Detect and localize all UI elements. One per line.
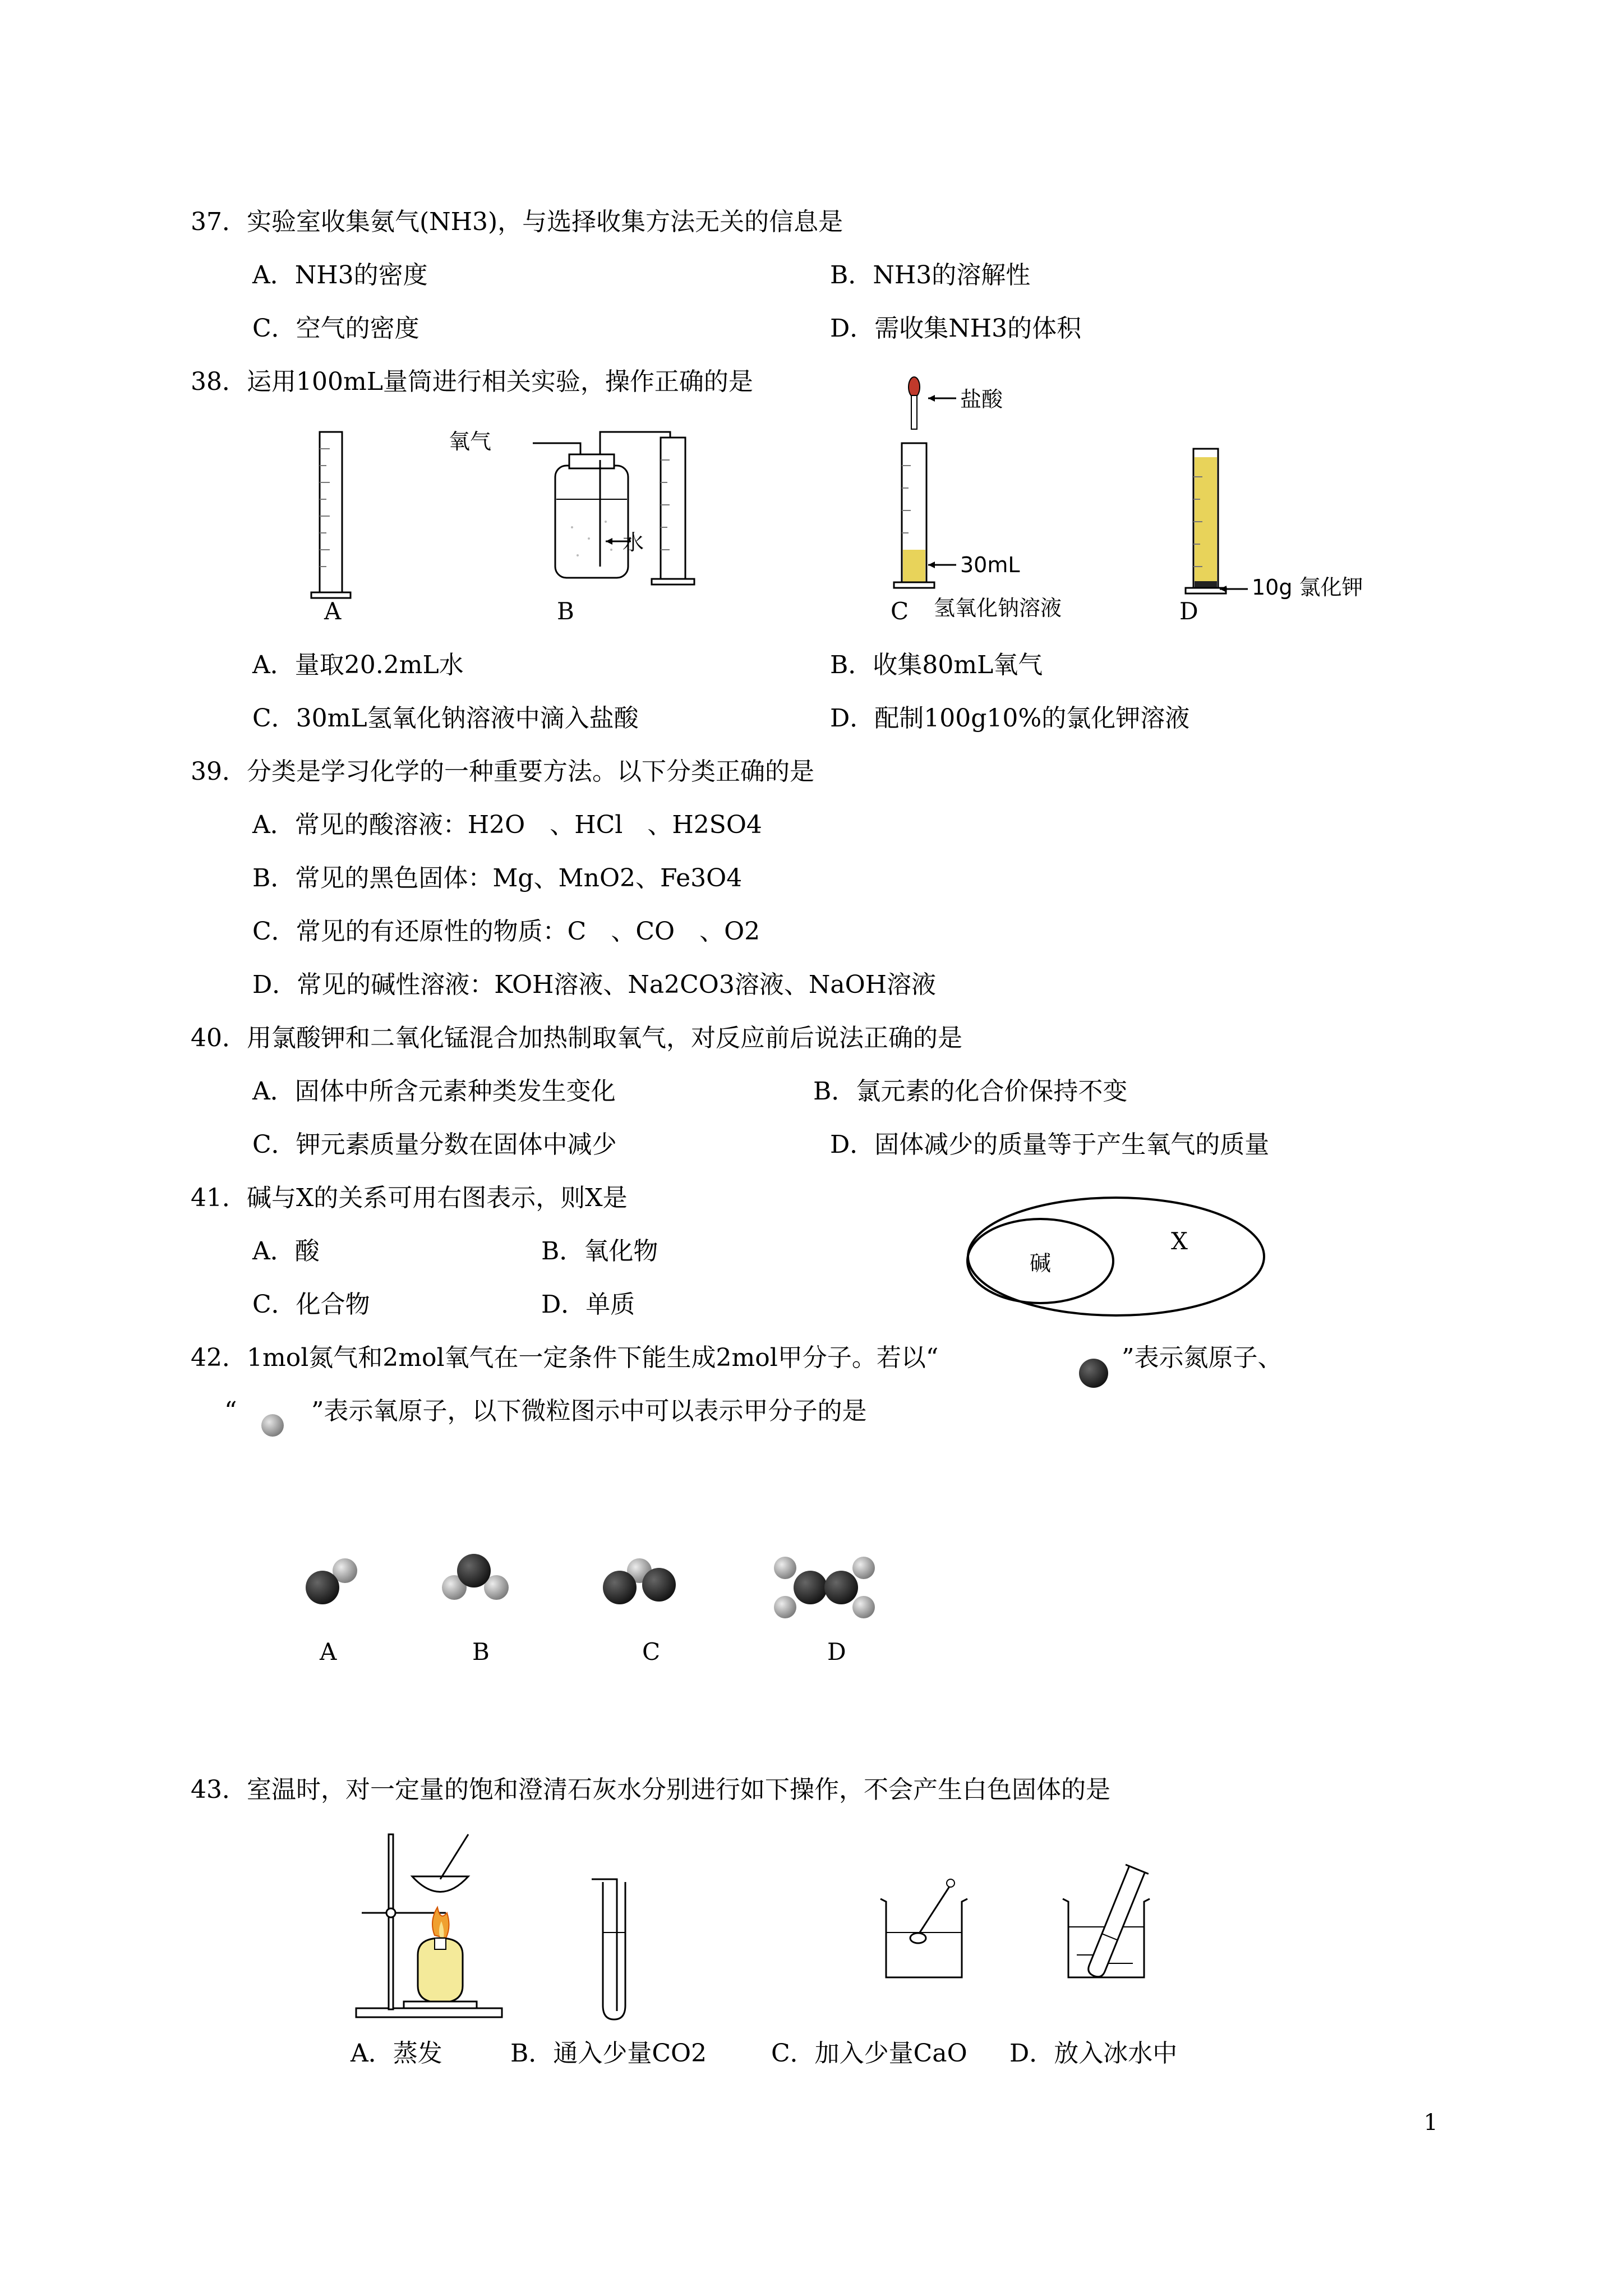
q37-option-c: C．空气的密度 [252,314,419,343]
q38-figure-b-gas-collection [522,426,707,595]
molecule-c [603,1558,676,1604]
q43-figure-d-ice-water [1054,1860,1166,1989]
q42-label-a: A [320,1638,337,1665]
q38-hcl-arrow-icon [925,393,959,404]
q42-stem-line1b: ”表示氮原子、 [1122,1343,1283,1372]
q38-stem: 38．运用100mL量筒进行相关实验，操作正确的是 [191,367,753,396]
q38-kcl-arrow-icon [1217,583,1251,595]
q41-option-c: C．化合物 [252,1290,370,1319]
q39-stem: 39．分类是学习化学的一种重要方法。以下分类正确的是 [191,757,814,786]
q42-label-b: B [472,1638,490,1665]
q38-kcl-label: 10g 氯化钾 [1252,575,1363,600]
q40-option-d: D．固体减少的质量等于产生氧气的质量 [830,1130,1270,1159]
q43-option-c: C．加入少量CaO [771,2039,967,2068]
q41-option-d: D．单质 [541,1290,635,1319]
page-number: 1 [1423,2110,1438,2136]
q43-option-b: B．通入少量CO2 [510,2039,707,2068]
q37-option-d: D．需收集NH3的体积 [830,314,1082,343]
q43-figure-a-evaporation [351,1823,508,2025]
q37-stem: 37．实验室收集氨气(NH3)，与选择收集方法无关的信息是 [191,208,843,236]
q43-figure-b-test-tube [586,1871,642,2028]
q38-water-label: 水 [623,530,644,555]
q39-option-b: B．常见的黑色固体：Mg、MnO2、Fe3O4 [252,864,743,892]
q38-label-a: A [324,597,342,625]
q41-option-a: A．酸 [252,1237,320,1266]
q42-label-d: D [827,1638,846,1665]
q38-hcl-label: 盐酸 [960,387,1003,412]
q40-stem: 40．用氯酸钾和二氧化锰混合加热制取氧气，对反应前后说法正确的是 [191,1024,962,1052]
q37-option-a: A．NH3的密度 [252,261,428,289]
q43-stem: 43．室温时，对一定量的饱和澄清石灰水分别进行如下操作，不会产生白色固体的是 [191,1775,1110,1804]
molecule-a [306,1558,357,1604]
q39-option-c: C．常见的有还原性的物质：C 、CO 、O2 [252,917,760,946]
q41-stem: 41．碱与X的关系可用右图表示，则X是 [191,1184,628,1212]
q38-option-d: D．配制100g10%的氯化钾溶液 [830,704,1190,733]
q41-venn-diagram [965,1195,1267,1318]
q42-stem-line2a: “ [224,1397,237,1425]
nitrogen-atom-icon [1078,1358,1109,1389]
q41-option-b: B．氧化物 [541,1237,658,1266]
q43-option-a: A．蒸发 [351,2039,442,2068]
q40-option-c: C．钾元素质量分数在固体中减少 [252,1130,617,1159]
q43-option-d: D．放入冰水中 [1009,2039,1178,2068]
q40-option-a: A．固体中所含元素种类发生变化 [252,1077,616,1106]
q37-option-b: B．NH3的溶解性 [830,261,1031,289]
q42-stem-line2b: ”表示氧原子，以下微粒图示中可以表示甲分子的是 [311,1397,867,1425]
molecule-b [442,1554,509,1600]
q38-figure-c-dropper-cylinder [880,370,959,606]
q38-option-b: B．收集80mL氧气 [830,651,1043,679]
q38-option-a: A．量取20.2mL水 [252,651,464,679]
q42-stem-line1a: 42．1mol氮气和2mol氧气在一定条件下能生成2mol甲分子。若以“ [191,1343,939,1372]
q39-option-d: D．常见的碱性溶液：KOH溶液、Na2CO3溶液、NaOH溶液 [252,970,937,999]
q38-oxygen-label: 氧气 [449,429,492,454]
q38-label-b: B [557,597,574,625]
q42-molecule-options [292,1548,909,1627]
q41-inner-label: 碱 [1030,1251,1052,1276]
q43-figure-c-beaker-spoon [872,1876,984,1989]
q38-option-c: C．30mL氢氧化钠溶液中滴入盐酸 [252,704,639,733]
q38-label-c: C [891,597,909,625]
oxygen-atom-icon [260,1412,285,1438]
q38-30ml-label: 30mL [960,553,1020,577]
q38-30ml-arrow-icon [925,559,959,570]
q40-option-b: B．氯元素的化合价保持不变 [813,1077,1128,1106]
q38-naoh-label: 氢氧化钠溶液 [934,596,1062,620]
molecule-d [774,1557,875,1618]
q38-label-d: D [1179,597,1198,625]
q41-outer-label: X [1171,1227,1188,1255]
q42-label-c: C [642,1638,661,1665]
q39-option-a: A．常见的酸溶液：H2O 、HCl 、H2SO4 [252,811,762,839]
q38-figure-d-cylinder-kcl [1172,443,1239,606]
